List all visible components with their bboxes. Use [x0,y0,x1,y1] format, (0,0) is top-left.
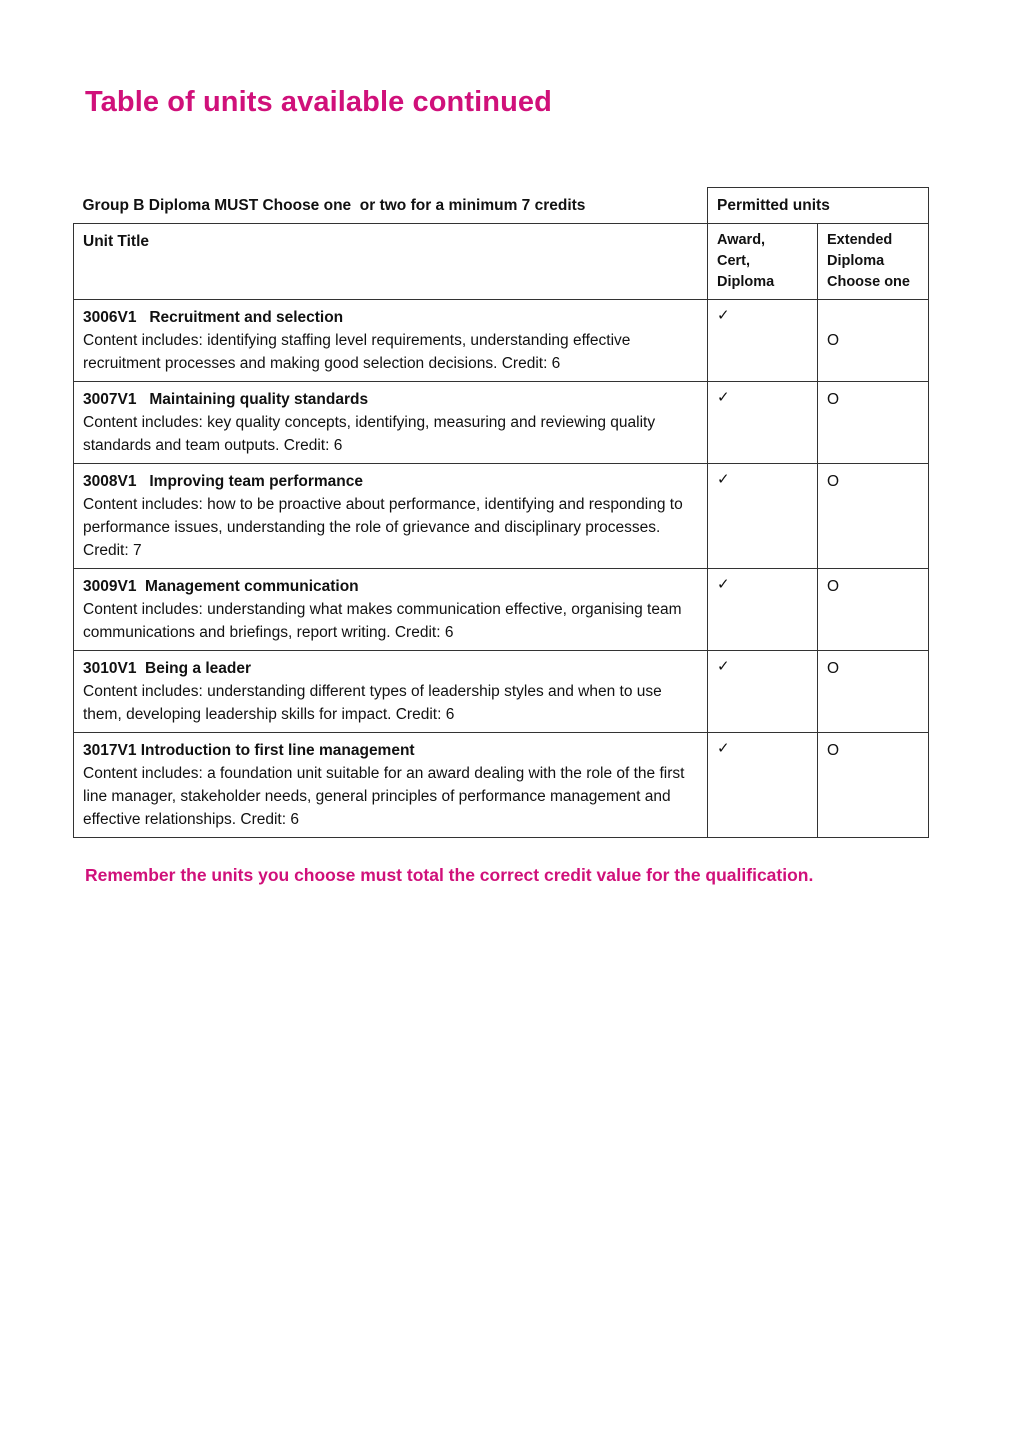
award-header-line: Award, [717,232,766,248]
table-row [74,300,929,382]
award-cell [708,733,818,838]
extended-cell [818,569,929,651]
extended-diploma-header [818,224,929,300]
unit-cell [74,569,708,651]
check-icon: ✓ [717,575,730,593]
extended-header-line: Extended [827,232,893,248]
extended-diploma-header-line: Diploma [827,253,885,269]
table-row [74,464,929,569]
unit-content: Content includes: key quality concepts, identifying, measuring and reviewing quality standards and team outputs. Credit: 6 [83,414,656,454]
unit-content: Content includes: understanding different types of leadership styles and when to use them, developing leadership skills for impact. Credit: 6 [83,683,662,723]
option-circle: O [827,391,840,408]
extended-cell [818,733,929,838]
award-cell [708,651,818,733]
unit-heading: 3006V1 Recruitment and selection [83,309,344,326]
extended-cell [818,651,929,733]
award-cell [708,464,818,569]
award-cell [708,382,818,464]
check-icon: ✓ [717,739,730,757]
unit-heading: 3017V1 Introduction to first line management [83,742,415,759]
option-circle: O [827,578,840,595]
choose-one-header-line: Choose one [827,274,910,290]
award-cell [708,569,818,651]
credit-reminder: Remember the units you choose must total the correct credit value for the qualification. [85,865,814,885]
unit-cell [74,300,708,382]
unit-content: Content includes: identifying staffing level requirements, understanding effective recruitment processes and making good selection decisions. Credit: 6 [83,332,631,372]
table-row [74,382,929,464]
unit-heading: 3010V1 Being a leader [83,660,252,677]
unit-cell [74,651,708,733]
page-title: Table of units available continued [85,86,552,118]
diploma-header-line: Diploma [717,274,775,290]
group-label: Group B Diploma MUST Choose one or two for a minimum 7 credits [74,188,708,224]
award-cert-diploma-header [708,224,818,300]
unit-content: Content includes: understanding what makes communication effective, organising team communications and briefings, report writing. Credit: 6 [83,601,682,641]
option-circle: O [827,473,840,490]
unit-cell [74,382,708,464]
unit-title-header: Unit Title [74,224,708,300]
check-icon: ✓ [717,306,730,324]
table-row [74,569,929,651]
extended-cell [818,300,929,382]
extended-cell [818,464,929,569]
option-circle: O [827,660,840,677]
check-icon: ✓ [717,657,730,675]
unit-cell [74,733,708,838]
permitted-units-label: Permitted units [708,188,929,224]
option-circle: O [827,742,840,759]
check-icon: ✓ [717,388,730,406]
table-row [74,651,929,733]
table-row [74,733,929,838]
check-icon: ✓ [717,470,730,488]
units-table [73,187,929,838]
award-cell [708,300,818,382]
unit-cell [74,464,708,569]
unit-content: Content includes: how to be proactive about performance, identifying and responding to performance issues, understanding the role of grievance and disciplinary processes. Credit: 7 [83,496,683,559]
unit-content: Content includes: a foundation unit suitable for an award dealing with the role of the first line manager, stakeholder needs, general principles of performance management and effective relationships. Credit: 6 [83,765,685,828]
cert-header-line: Cert, [717,253,751,269]
unit-heading: 3008V1 Improving team performance [83,473,363,490]
extended-cell [818,382,929,464]
unit-heading: 3009V1 Management communication [83,578,359,595]
unit-heading: 3007V1 Maintaining quality standards [83,391,369,408]
option-circle: O [827,332,840,349]
column-header-row [74,224,929,300]
group-header-row [74,188,929,224]
